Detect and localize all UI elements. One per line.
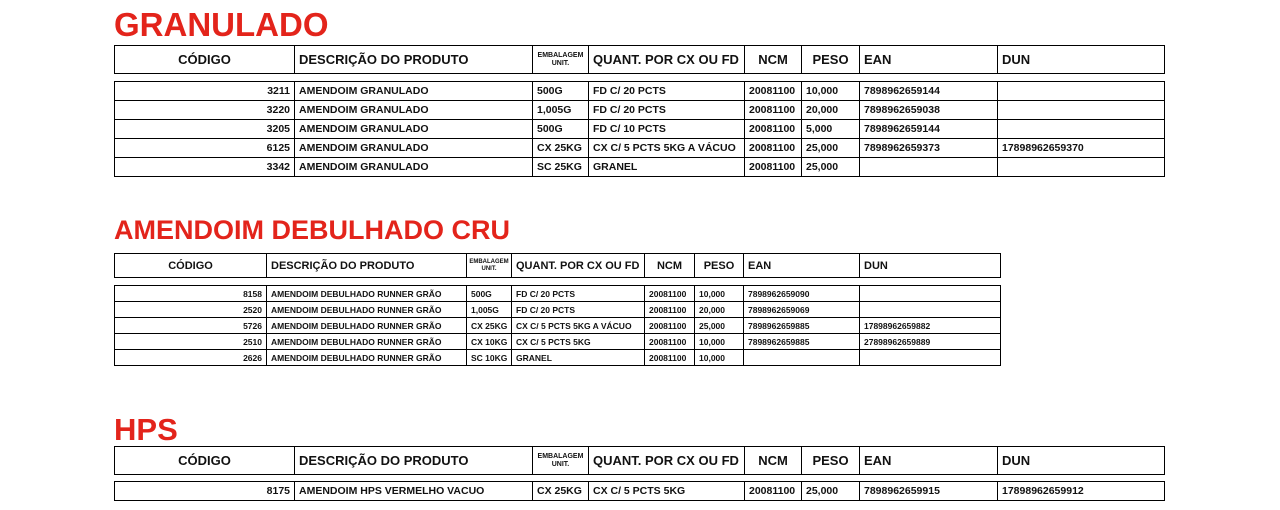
cell-ncm: 20081100 [645,286,695,302]
cell-peso: 20,000 [695,302,744,318]
cell-ncm: 20081100 [745,101,802,120]
table-row [115,286,1001,302]
cell-descricao: AMENDOIM DEBULHADO RUNNER GRÃO [267,318,467,334]
cell-ean: 7898962659373 [860,139,998,158]
header-ncm: NCM [745,447,802,475]
cell-peso: 25,000 [802,482,860,501]
cell-ean: 7898962659885 [744,318,860,334]
cell-peso: 10,000 [695,334,744,350]
header-descricao: DESCRIÇÃO DO PRODUTO [295,46,533,74]
cell-embalagem: SC 25KG [533,158,589,177]
cell-embalagem: CX 10KG [467,334,512,350]
header-peso: PESO [695,254,744,278]
cell-embalagem: CX 25KG [533,139,589,158]
cell-descricao: AMENDOIM GRANULADO [295,101,533,120]
table-row [115,302,1001,318]
section-title-hps: HPS [114,412,178,447]
cell-codigo: 2520 [115,302,267,318]
granulado-header-table [114,45,1165,74]
cell-ncm: 20081100 [745,158,802,177]
header-dun: DUN [998,447,1165,475]
cell-quant: FD C/ 20 PCTS [589,82,745,101]
cell-dun [998,120,1165,139]
cell-ean: 7898962659915 [860,482,998,501]
cell-dun [860,302,1001,318]
cell-codigo: 3220 [115,101,295,120]
cell-dun: 17898962659882 [860,318,1001,334]
cell-embalagem: 500G [467,286,512,302]
header-dun: DUN [998,46,1165,74]
cell-ncm: 20081100 [645,334,695,350]
header-ncm: NCM [645,254,695,278]
cell-quant: GRANEL [512,350,645,366]
table-row [115,482,1165,501]
cell-embalagem: 500G [533,82,589,101]
section-title-debulhado: AMENDOIM DEBULHADO CRU [114,215,510,245]
header-quant: QUANT. POR CX OU FD [589,447,745,475]
cell-codigo: 3211 [115,82,295,101]
cell-descricao: AMENDOIM GRANULADO [295,139,533,158]
table-header-row [115,46,1165,74]
hps-header-table [114,446,1165,475]
cell-dun [998,101,1165,120]
cell-dun: 17898962659370 [998,139,1165,158]
cell-embalagem: 1,005G [467,302,512,318]
cell-peso: 5,000 [802,120,860,139]
header-embalagem-line1: EMBALAGEM [537,52,584,60]
cell-codigo: 3342 [115,158,295,177]
cell-dun [998,158,1165,177]
cell-ncm: 20081100 [645,350,695,366]
table-header-row [115,254,1001,278]
cell-ncm: 20081100 [745,120,802,139]
cell-dun [860,350,1001,366]
cell-embalagem: 1,005G [533,101,589,120]
cell-quant: CX C/ 5 PCTS 5KG [589,482,745,501]
cell-quant: FD C/ 20 PCTS [512,286,645,302]
debulhado-body-table [114,285,1001,366]
cell-ean: 7898962659069 [744,302,860,318]
table-row [115,350,1001,366]
cell-embalagem: SC 10KG [467,350,512,366]
cell-ean [744,350,860,366]
cell-codigo: 6125 [115,139,295,158]
cell-codigo: 2626 [115,350,267,366]
cell-embalagem: CX 25KG [533,482,589,501]
header-codigo: CÓDIGO [115,254,267,278]
cell-dun [998,82,1165,101]
header-codigo: CÓDIGO [115,46,295,74]
cell-peso: 10,000 [695,350,744,366]
cell-peso: 25,000 [802,139,860,158]
header-descricao: DESCRIÇÃO DO PRODUTO [295,447,533,475]
table-row [115,158,1165,177]
header-quant: QUANT. POR CX OU FD [589,46,745,74]
cell-peso: 25,000 [802,158,860,177]
cell-quant: CX C/ 5 PCTS 5KG A VÁCUO [589,139,745,158]
cell-quant: CX C/ 5 PCTS 5KG A VÁCUO [512,318,645,334]
header-quant: QUANT. POR CX OU FD [512,254,645,278]
cell-embalagem: 500G [533,120,589,139]
section-title-granulado: GRANULADO [114,6,329,43]
header-ean: EAN [744,254,860,278]
cell-quant: FD C/ 10 PCTS [589,120,745,139]
cell-codigo: 2510 [115,334,267,350]
header-descricao: DESCRIÇÃO DO PRODUTO [267,254,467,278]
debulhado-header-table [114,253,1001,278]
cell-quant: GRANEL [589,158,745,177]
hps-body-table [114,481,1165,501]
cell-quant: FD C/ 20 PCTS [512,302,645,318]
cell-dun [860,286,1001,302]
cell-ncm: 20081100 [645,318,695,334]
cell-ean [860,158,998,177]
cell-ean: 7898962659144 [860,82,998,101]
cell-codigo: 8158 [115,286,267,302]
cell-peso: 10,000 [695,286,744,302]
cell-quant: FD C/ 20 PCTS [589,101,745,120]
header-embalagem [533,447,589,475]
cell-descricao: AMENDOIM DEBULHADO RUNNER GRÃO [267,302,467,318]
header-dun: DUN [860,254,1001,278]
header-embalagem [533,46,589,74]
header-ean: EAN [860,46,998,74]
header-ean: EAN [860,447,998,475]
cell-dun: 17898962659912 [998,482,1165,501]
header-peso: PESO [802,447,860,475]
header-embalagem-line1: EMBALAGEM [469,259,509,266]
header-ncm: NCM [745,46,802,74]
header-embalagem-line1: EMBALAGEM [537,453,584,461]
cell-ncm: 20081100 [745,82,802,101]
cell-ean: 7898962659144 [860,120,998,139]
cell-peso: 20,000 [802,101,860,120]
granulado-body-table [114,81,1165,177]
header-embalagem [467,254,512,278]
cell-peso: 25,000 [695,318,744,334]
header-embalagem-line2: UNIT. [551,460,570,468]
cell-codigo: 3205 [115,120,295,139]
table-row [115,334,1001,350]
cell-descricao: AMENDOIM DEBULHADO RUNNER GRÃO [267,334,467,350]
table-row [115,139,1165,158]
table-header-row [115,447,1165,475]
cell-descricao: AMENDOIM GRANULADO [295,120,533,139]
cell-ean: 7898962659038 [860,101,998,120]
header-peso: PESO [802,46,860,74]
cell-descricao: AMENDOIM GRANULADO [295,158,533,177]
table-row [115,318,1001,334]
cell-ncm: 20081100 [645,302,695,318]
cell-quant: CX C/ 5 PCTS 5KG [512,334,645,350]
header-embalagem-line2: UNIT. [481,265,497,272]
cell-ncm: 20081100 [745,139,802,158]
table-row [115,120,1165,139]
header-embalagem-line2: UNIT. [551,59,570,67]
table-row [115,101,1165,120]
header-codigo: CÓDIGO [115,447,295,475]
cell-dun: 27898962659889 [860,334,1001,350]
cell-ean: 7898962659885 [744,334,860,350]
cell-descricao: AMENDOIM GRANULADO [295,82,533,101]
cell-codigo: 5726 [115,318,267,334]
cell-descricao: AMENDOIM DEBULHADO RUNNER GRÃO [267,350,467,366]
cell-ean: 7898962659090 [744,286,860,302]
cell-descricao: AMENDOIM DEBULHADO RUNNER GRÃO [267,286,467,302]
cell-descricao: AMENDOIM HPS VERMELHO VACUO [295,482,533,501]
table-row [115,82,1165,101]
cell-peso: 10,000 [802,82,860,101]
cell-ncm: 20081100 [745,482,802,501]
cell-codigo: 8175 [115,482,295,501]
cell-embalagem: CX 25KG [467,318,512,334]
